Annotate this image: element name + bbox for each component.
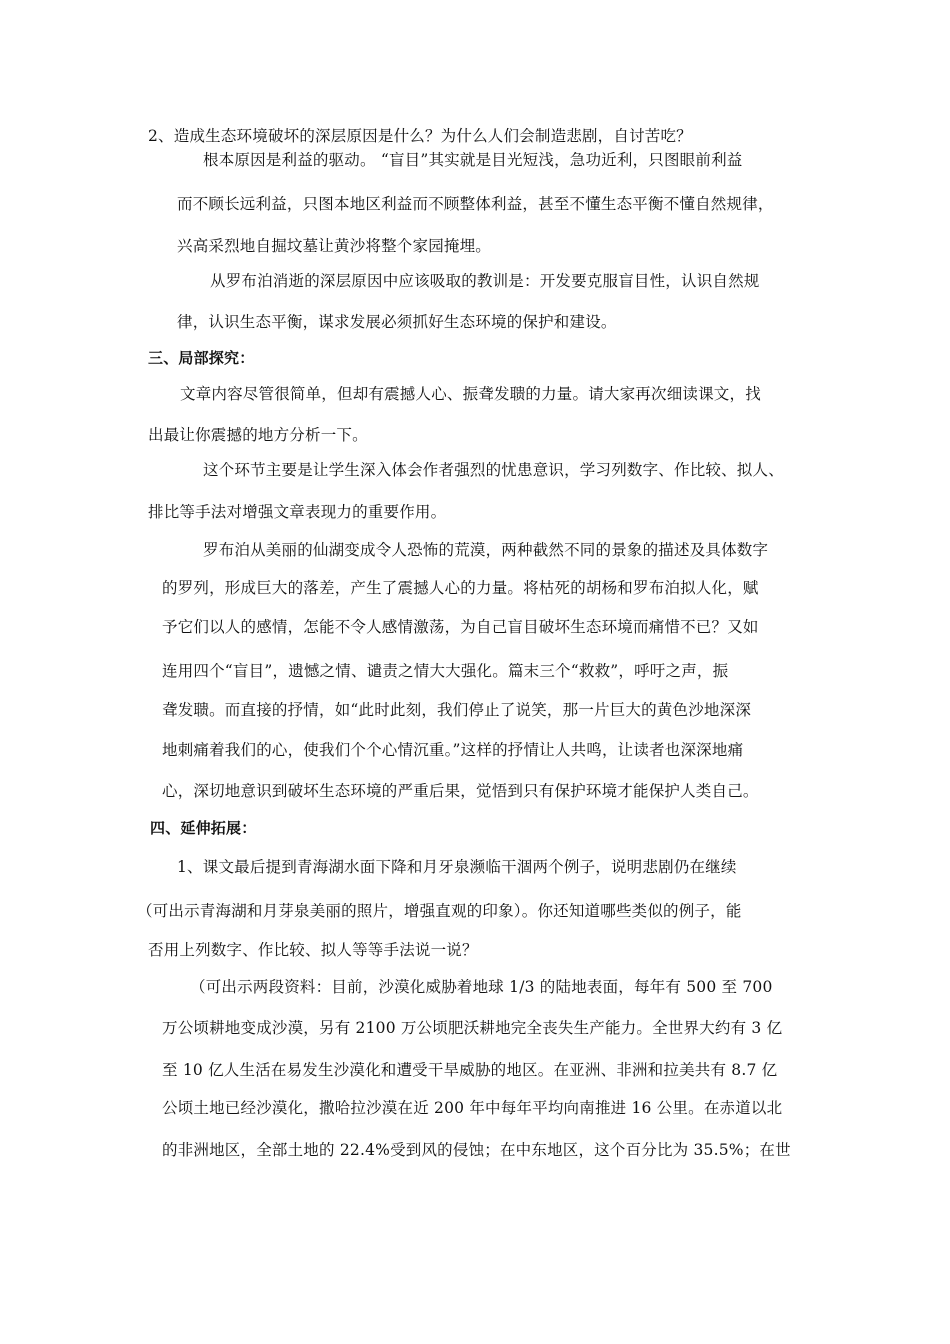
- analysis-line: 地刺痛着我们的心，使我们个个心情沉重。”这样的抒情让人共鸣，让读者也深深地痛: [162, 741, 744, 759]
- material-line: 至 10 亿人生活在易发生沙漠化和遭受干旱威胁的地区。在亚洲、非洲和拉美共有 8.7 亿: [162, 1061, 778, 1079]
- material-line: 的非洲地区，全部土地的 22.4%受到风的侵蚀；在中东地区，这个百分比为 35.5%；在世: [162, 1141, 791, 1159]
- analysis-line: 心，深切地意识到破坏生态环境的严重后果，觉悟到只有保护环境才能保护人类自己。: [162, 782, 759, 800]
- item1-line: 1、课文最后提到青海湖水面下降和月牙泉濒临干涸两个例子，说明悲剧仍在继续: [177, 858, 737, 876]
- section-4-heading: 四、延伸拓展：: [150, 819, 257, 837]
- material-line: （可出示两段资料：目前，沙漠化威胁着地球 1/3 的陆地表面，每年有 500 至 700: [190, 978, 773, 996]
- purpose-line: 排比等手法对增强文章表现力的重要作用。: [148, 503, 447, 521]
- analysis-line: 的罗列，形成巨大的落差，产生了震撼人心的力量。将枯死的胡杨和罗布泊拟人化，赋: [162, 579, 759, 597]
- analysis-line: 予它们以人的感情，怎能不令人感情激荡，为自己盲目破坏生态环境而痛惜不已？又如: [162, 618, 759, 636]
- item1-line: 否用上列数字、作比较、拟人等等手法说一说？: [148, 941, 478, 959]
- answer-line: 根本原因是利益的驱动。 “盲目”其实就是目光短浅，急功近利，只图眼前利益: [203, 151, 743, 169]
- analysis-line: 连用四个“盲目”，遗憾之情、谴责之情大大强化。篇末三个“救救”，呼吁之声，振: [162, 662, 729, 680]
- lesson-line: 律，认识生态平衡，谋求发展必须抓好生态环境的保护和建设。: [177, 313, 617, 331]
- material-line: 万公顷耕地变成沙漠，另有 2100 万公顷肥沃耕地完全丧失生产能力。全世界大约有 3 亿: [162, 1019, 783, 1037]
- intro-line: 文章内容尽管很简单，但却有震撼人心、振聋发聩的力量。请大家再次细读课文，找: [180, 385, 761, 403]
- answer-line: 而不顾长远利益，只图本地区利益而不顾整体利益，甚至不懂生态平衡不懂自然规律，: [177, 195, 774, 213]
- section-3-heading: 三、局部探究：: [148, 349, 255, 367]
- item1-line: （可出示青海湖和月芽泉美丽的照片，增强直观的印象）。你还知道哪些类似的例子，能: [137, 902, 742, 920]
- analysis-line: 罗布泊从美丽的仙湖变成令人恐怖的荒漠，两种截然不同的景象的描述及具体数字: [203, 541, 769, 559]
- intro-line: 出最让你震撼的地方分析一下。: [148, 426, 368, 444]
- question-2: 2、造成生态环境破坏的深层原因是什么？为什么人们会制造悲剧，自讨苦吃？: [148, 127, 692, 145]
- purpose-line: 这个环节主要是让学生深入体会作者强烈的忧患意识，学习列数字、作比较、拟人、: [203, 461, 784, 479]
- analysis-line: 聋发聩。而直接的抒情，如“此时此刻，我们停止了说笑，那一片巨大的黄色沙地深深: [162, 701, 752, 719]
- lesson-line: 从罗布泊消逝的深层原因中应该吸取的教训是：开发要克服盲目性，认识自然规: [210, 272, 760, 290]
- answer-line: 兴高采烈地自掘坟墓让黄沙将整个家园掩埋。: [177, 237, 492, 255]
- material-line: 公顷土地已经沙漠化，撒哈拉沙漠在近 200 年中每年平均向南推进 16 公里。在赤道以北: [162, 1099, 783, 1117]
